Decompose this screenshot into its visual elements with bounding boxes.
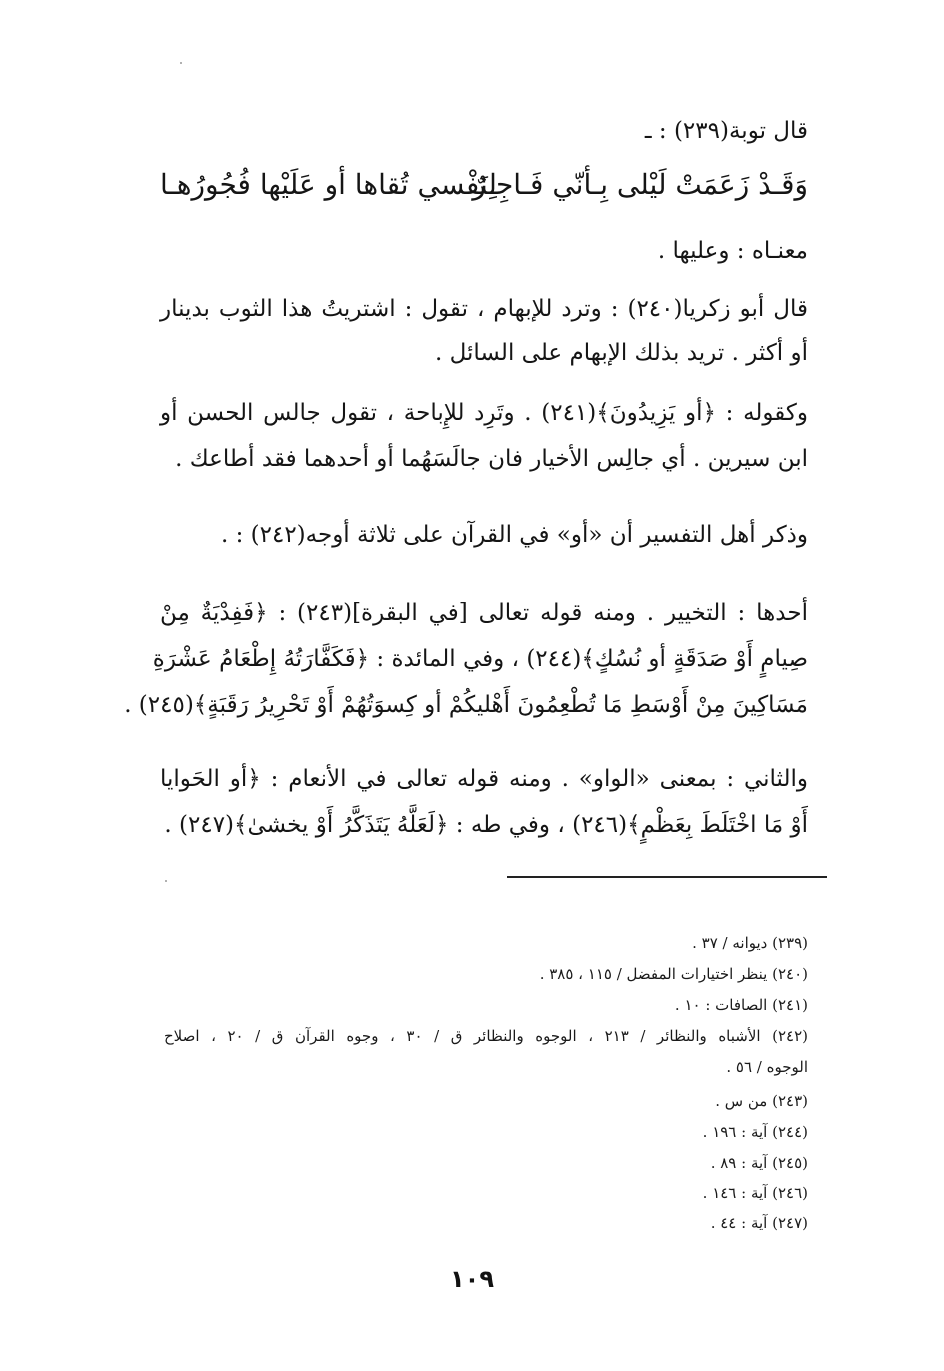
paragraph-line: صِيامٍ أَوْ صَدَقَةٍ أو نُسُكٍ﴾(٢٤٤) ، وفي المائدة : ﴿فَكَفَّارَتُهُ إِطْعَامُ عَشْرَةِ: [152, 646, 808, 672]
paragraph-line: ابن سيرين . أي جالِس الأخيار فان جالَسَهُما أو أحدهما فقد أطاعك .: [175, 446, 808, 472]
footnote: (٢٤٥) آية : ٨٩ .: [710, 1154, 808, 1172]
paragraph-line: أحدها : التخيير . ومنه قوله تعالى [في البقرة](٢٤٣) : ﴿فَفِدْيَةٌ مِنْ: [160, 600, 808, 626]
page-number: ١٠٩: [450, 1265, 494, 1293]
footnote: (٢٤٢) الأشباه والنظائر / ٢١٣ ، الوجوه والنظائر ق / ٣٠ ، وجوه القرآن ق / ٢٠ ، اصلاح: [164, 1027, 809, 1045]
footnote: (٢٤٤) آية : ١٩٦ .: [702, 1123, 808, 1141]
paragraph-line: والثاني : بمعنى «الواو» . ومنه قوله تعالى في الأنعام : ﴿أو الحَوايا: [160, 766, 808, 792]
paragraph-line: أو أكثر . تريد بذلك الإبهام على السائل .: [434, 340, 808, 366]
footnote: (٢٤١) الصافات : ١٠ .: [674, 996, 808, 1014]
paragraph-meaning: معنـاه : وعليها .: [657, 238, 808, 264]
verse-second-hemistich-text: لِنَفْسي تُقاها أو عَلَيْها فُجُورُهـا: [160, 168, 497, 201]
paragraph-line: وكقوله : ﴿أو يَزِيدُونَ﴾(٢٤١) . وتَرِد للإِباحة ، تقول جالس الحسن أو: [160, 400, 808, 426]
verse-first-hemistich: وَقَـدْ زَعَمَتْ لَيْلى بِـأنّي فَـاجِـرٌ: [472, 168, 808, 201]
scan-speck: [180, 62, 182, 64]
footnote: (٢٤٦) آية : ١٤٦ .: [702, 1184, 808, 1202]
paragraph-line: وذكر أهل التفسير أن «أو» في القرآن على ثلاثة أوجه(٢٤٢) : .: [220, 522, 808, 548]
scan-speck: [165, 880, 167, 882]
paragraph-line: مَسَاكِينَ مِنْ أَوْسَطِ مَا تُطْعِمُونَ أَهْليكُمْ أو كِسوَتُهُمْ أَوْ تَحْرِيرُ رَقَبَةٍ﴾(٢٤٥) .: [124, 692, 808, 718]
footnote-continuation: الوجوه / ٥٦ .: [726, 1058, 808, 1076]
paragraph-line: قال أبو زكريا(٢٤٠) : وترد للإبهام ، تقول : اشتريتُ هذا الثوب بدينار: [160, 296, 808, 322]
verse-intro: قال توبة(٢٣٩) : ـ: [644, 118, 808, 144]
footnote-separator: [507, 876, 827, 878]
footnote: (٢٣٩) ديوانه / ٣٧ .: [692, 934, 808, 952]
footnote: (٢٤٣) من س .: [715, 1092, 808, 1110]
footnote: (٢٤٧) آية : ٤٤ .: [710, 1214, 808, 1232]
footnote: (٢٤٠) ينظر اختيارات المفضل / ١١٥ ، ٣٨٥ .: [539, 965, 808, 983]
paragraph-line: أَوْ مَا اخْتَلَطَ بِعَظْمٍ﴾(٢٤٦) ، وفي طه : ﴿لَعَلَّهُ يَتَذَكَّرُ أَوْ يخشىٰ﴾(٢٤٧) .: [164, 812, 808, 838]
